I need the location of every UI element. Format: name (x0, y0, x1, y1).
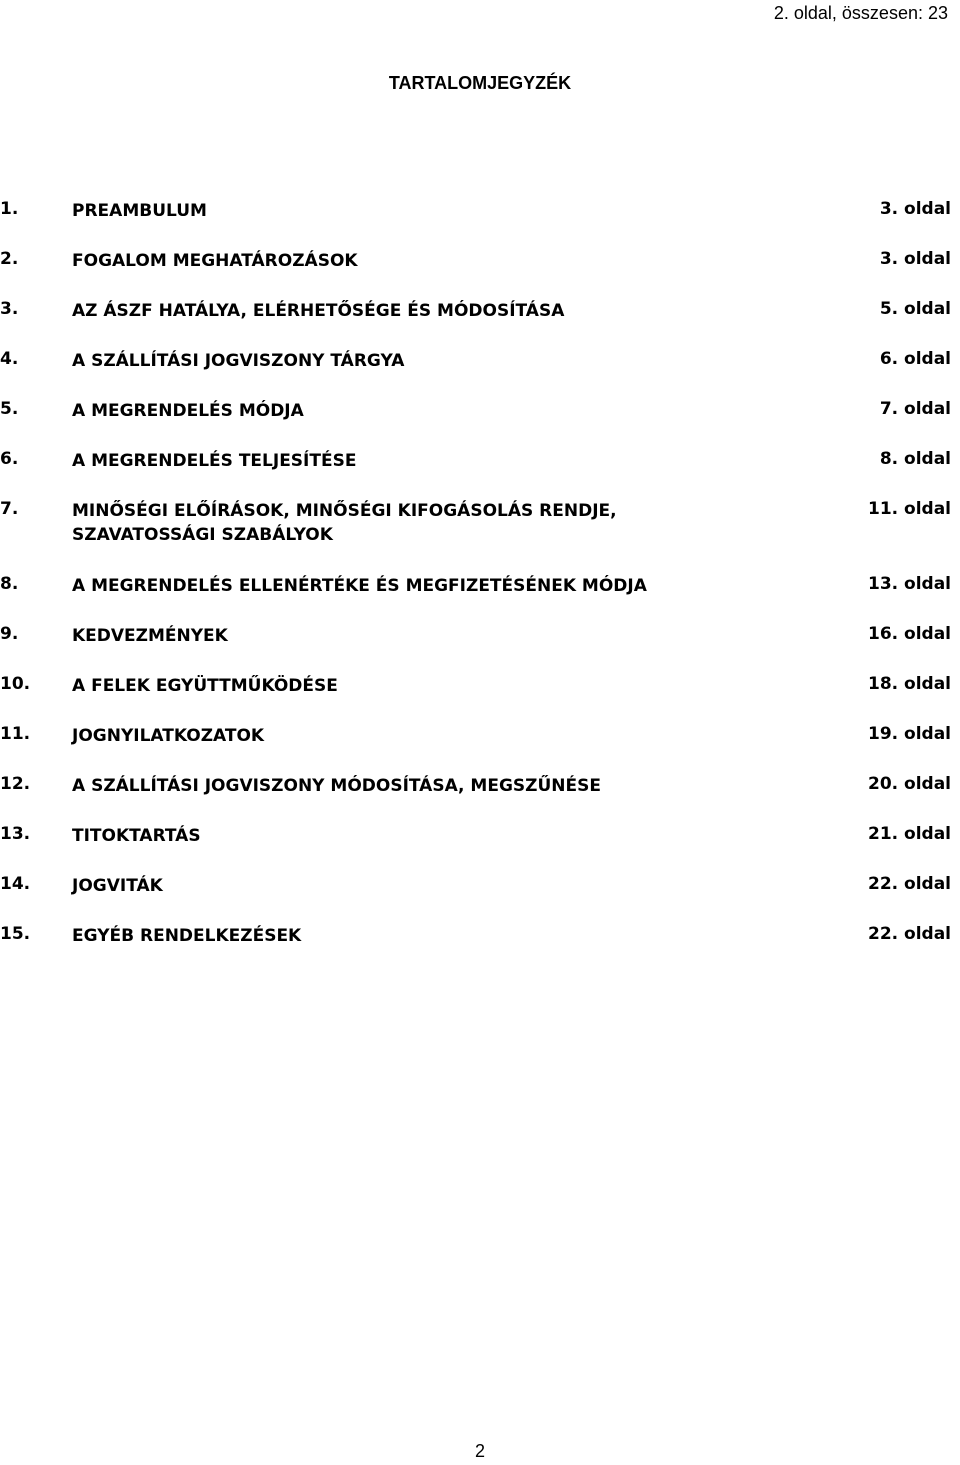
page-header: 2. oldal, összesen: 23 (773, 3, 948, 23)
toc-item[interactable] (0, 240, 960, 290)
toc-item-title: A MEGRENDELÉS ELLENÉRTÉKE ÉS MEGFIZETÉSÉNEK MÓDJA (72, 576, 647, 596)
toc-item-page: 7. oldal (879, 399, 951, 419)
toc-item-page: 6. oldal (879, 349, 951, 369)
toc-item[interactable] (0, 565, 960, 615)
toc-item-page: 22. oldal (867, 874, 951, 894)
toc-item-number: 3. (0, 299, 19, 319)
toc-item-number: 10. (0, 674, 31, 694)
toc-item-title: TITOKTARTÁS (72, 826, 201, 846)
toc-item-page: 20. oldal (867, 774, 951, 794)
toc-item-title: A SZÁLLÍTÁSI JOGVISZONY MÓDOSÍTÁSA, MEGSZŰNÉSE (72, 776, 601, 796)
toc-title: TARTALOMJEGYZÉK (388, 73, 572, 93)
toc-item-number: 4. (0, 349, 19, 369)
toc-item-number: 5. (0, 399, 19, 419)
toc-item-title: A MEGRENDELÉS TELJESÍTÉSE (72, 451, 357, 471)
toc-item[interactable] (0, 490, 960, 565)
toc-item-number: 8. (0, 574, 19, 594)
toc-item[interactable] (0, 715, 960, 765)
toc-item-title: FOGALOM MEGHATÁROZÁSOK (72, 251, 358, 271)
toc-item[interactable] (0, 340, 960, 390)
toc-item-page: 11. oldal (867, 499, 951, 519)
toc-item-number: 2. (0, 249, 19, 269)
toc-item-title: MINŐSÉGI ELŐÍRÁSOK, MINŐSÉGI KIFOGÁSOLÁS RENDJE, SZAVATOSSÁGI SZABÁLYOK (72, 501, 617, 545)
toc-item-page: 3. oldal (879, 199, 951, 219)
toc-item[interactable] (0, 865, 960, 915)
toc-item[interactable] (0, 390, 960, 440)
toc-item-page: 22. oldal (867, 924, 951, 944)
toc-item-number: 14. (0, 874, 31, 894)
toc-item-title: JOGNYILATKOZATOK (72, 726, 265, 746)
toc-item[interactable] (0, 290, 960, 340)
toc-item-number: 11. (0, 724, 31, 744)
toc-item-title: A SZÁLLÍTÁSI JOGVISZONY TÁRGYA (72, 351, 405, 371)
toc-list (0, 190, 960, 965)
toc-item-number: 12. (0, 774, 31, 794)
toc-item-number: 13. (0, 824, 31, 844)
toc-item-title: A FELEK EGYÜTTMŰKÖDÉSE (72, 676, 338, 696)
toc-item-page: 8. oldal (879, 449, 951, 469)
toc-item-page: 3. oldal (879, 249, 951, 269)
toc-item-number: 6. (0, 449, 19, 469)
toc-item-number: 1. (0, 199, 19, 219)
toc-item-number: 9. (0, 624, 19, 644)
toc-item[interactable] (0, 815, 960, 865)
toc-item[interactable] (0, 615, 960, 665)
toc-item-title: PREAMBULUM (72, 201, 207, 221)
toc-item-page: 5. oldal (879, 299, 951, 319)
toc-item-title: JOGVITÁK (72, 876, 163, 896)
page-number: 2 (474, 1441, 485, 1461)
toc-item-number: 15. (0, 924, 31, 944)
toc-item-page: 16. oldal (867, 624, 951, 644)
toc-item-title: EGYÉB RENDELKEZÉSEK (72, 926, 302, 946)
toc-item[interactable] (0, 440, 960, 490)
toc-item[interactable] (0, 665, 960, 715)
toc-item-title: AZ ÁSZF HATÁLYA, ELÉRHETŐSÉGE ÉS MÓDOSÍTÁSA (72, 301, 565, 321)
toc-item-title: KEDVEZMÉNYEK (72, 626, 228, 646)
toc-item-number: 7. (0, 499, 19, 519)
toc-item-page: 21. oldal (867, 824, 951, 844)
toc-item-page: 19. oldal (867, 724, 951, 744)
toc-item[interactable] (0, 190, 960, 240)
toc-item-page: 13. oldal (867, 574, 951, 594)
toc-item[interactable] (0, 765, 960, 815)
toc-item-title: A MEGRENDELÉS MÓDJA (72, 401, 304, 421)
toc-item-page: 18. oldal (867, 674, 951, 694)
toc-item[interactable] (0, 915, 960, 965)
